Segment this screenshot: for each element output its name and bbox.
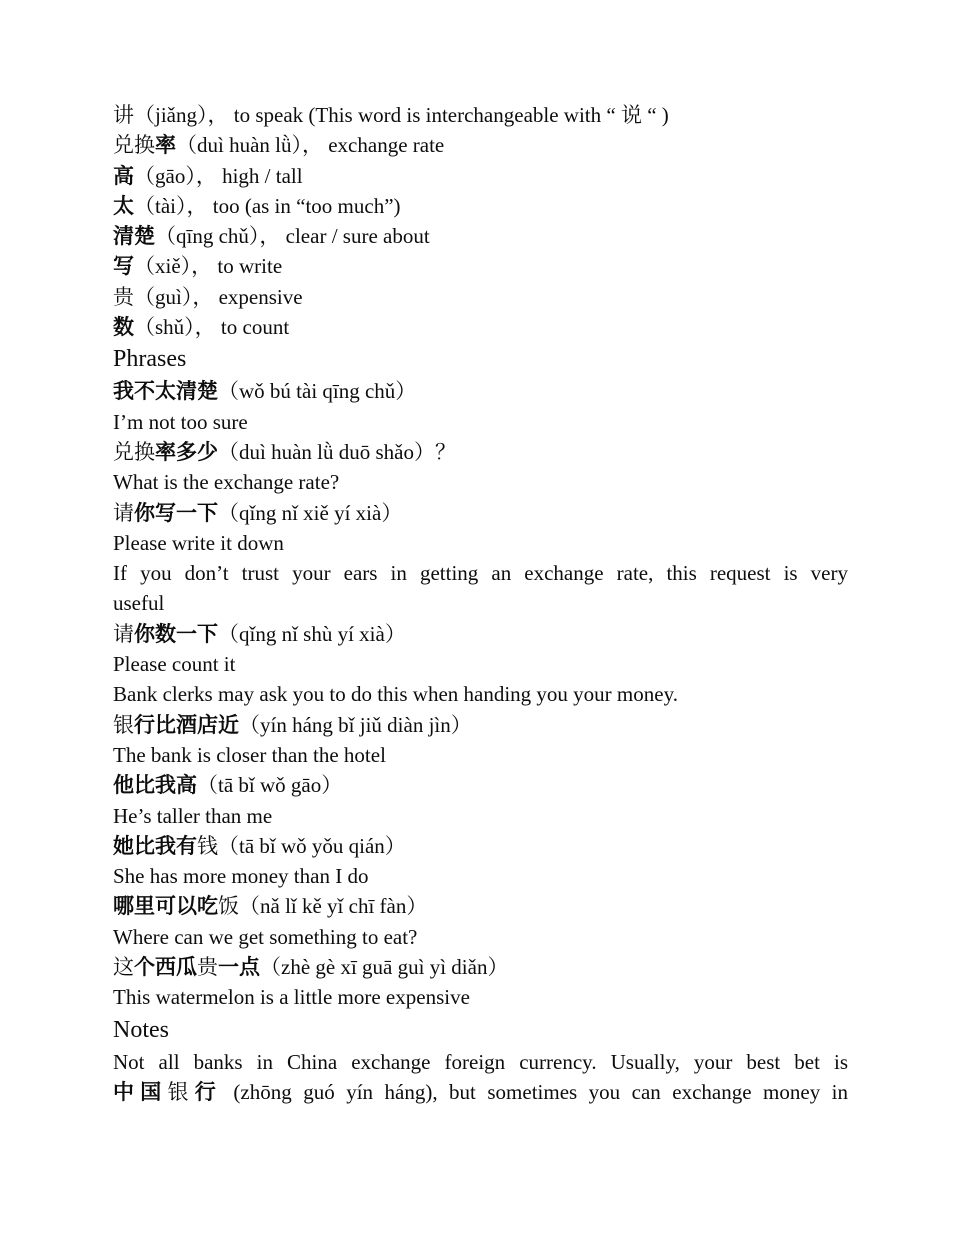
text-line (113, 376, 848, 406)
text-line (113, 221, 848, 251)
chinese-text: 行 (194, 1079, 222, 1104)
section-heading (113, 1013, 848, 1047)
chinese-text: 贵 (113, 284, 134, 309)
text-line (113, 922, 848, 952)
latin-text: （xiě）， to write (134, 254, 283, 279)
chinese-text: 兑换 (113, 439, 155, 464)
text-line (113, 130, 848, 160)
chinese-text: 银 (167, 1079, 195, 1104)
latin-text: （qǐng nǐ shù yí xià） (218, 621, 406, 646)
chinese-text: 数 (113, 315, 134, 340)
text-line (113, 282, 848, 312)
text-line (113, 528, 848, 558)
latin-text: Please write it down (113, 530, 284, 555)
chinese-text: 她比我有 (113, 833, 197, 858)
latin-text: （wǒ bú tài qīng chǔ） (218, 379, 417, 404)
text-line (113, 861, 848, 891)
chinese-text: 贵 (197, 955, 218, 980)
latin-text: （yín háng bǐ jiǔ diàn jìn） (239, 712, 472, 737)
chinese-text: 这 (113, 955, 134, 980)
text-line (113, 1077, 848, 1107)
text-line (113, 740, 848, 770)
text-line (113, 831, 848, 861)
latin-text: What is the exchange rate? (113, 470, 340, 495)
latin-text: He’s taller than me (113, 803, 273, 828)
chinese-text: 请 (113, 621, 134, 646)
chinese-text: 他比我高 (113, 773, 197, 798)
text-line (113, 312, 848, 342)
latin-text: （zhè gè xī guā guì yì diǎn） (260, 955, 509, 980)
chinese-text: 中国 (113, 1079, 168, 1104)
text-line (113, 710, 848, 740)
latin-text: （qǐng nǐ xiě yí xià） (218, 500, 403, 525)
chinese-text: 请 (113, 500, 134, 525)
section-heading (113, 342, 848, 376)
chinese-text: 哪里可以吃 (113, 894, 218, 919)
text-line (113, 437, 848, 467)
text-line (113, 679, 848, 709)
chinese-text: 说 (620, 103, 642, 127)
latin-text: “ ) (641, 103, 669, 127)
chinese-text: 清楚 (113, 224, 155, 249)
latin-text: Notes (113, 1016, 169, 1043)
text-line (113, 801, 848, 831)
latin-text: （tā bǐ wǒ yǒu qián） (218, 833, 406, 858)
chinese-text: 你数一下 (134, 621, 218, 646)
chinese-text: 个西瓜 (134, 955, 197, 980)
latin-text: （guì）， expensive (134, 284, 303, 309)
chinese-text: 一点 (218, 955, 260, 980)
chinese-text: 率多少 (155, 439, 218, 464)
latin-text: （duì huàn lǜ duō shǎo）？ (218, 439, 456, 464)
latin-text: Please count it (113, 652, 236, 677)
latin-text: （tā bǐ wǒ gāo） (197, 773, 343, 798)
text-line (113, 498, 848, 528)
text-line (113, 100, 848, 130)
text-line (113, 649, 848, 679)
latin-text: （shǔ）， to count (134, 315, 290, 340)
latin-text: （jiǎng）， to speak (This word is interchangeable with “ (134, 103, 621, 127)
text-line (113, 982, 848, 1012)
latin-text: The bank is closer than the hotel (113, 742, 386, 767)
latin-text: Where can we get something to eat? (113, 924, 418, 949)
text-line (113, 1047, 848, 1077)
chinese-text: 饭 (218, 894, 239, 919)
latin-text: （gāo）， high / tall (134, 163, 303, 188)
chinese-text: 太 (113, 193, 134, 218)
latin-text: (zhōng guó yín háng), but sometimes you can exchange money in (221, 1079, 849, 1104)
latin-text: Phrases (113, 346, 187, 373)
text-line (113, 191, 848, 221)
text-line (113, 588, 848, 618)
latin-text: useful (113, 591, 165, 616)
latin-text: （qīng chǔ）， clear / sure about (155, 224, 430, 249)
latin-text: If you don’t trust your ears in getting an exchange rate, this request is very (113, 561, 848, 586)
latin-text: This watermelon is a little more expensive (113, 985, 470, 1010)
chinese-text: 银 (113, 712, 134, 737)
latin-text: Not all banks in China exchange foreign currency. Usually, your best bet is (113, 1049, 848, 1074)
text-line (113, 952, 848, 982)
latin-text: （tài）， too (as in “too much”) (134, 193, 401, 218)
chinese-text: 行比酒店近 (134, 712, 239, 737)
chinese-text: 讲 (113, 103, 134, 127)
latin-text: Bank clerks may ask you to do this when handing you your money. (113, 682, 678, 707)
chinese-text: 写 (113, 254, 134, 279)
latin-text: （duì huàn lǜ）， exchange rate (176, 133, 445, 158)
text-line (113, 467, 848, 497)
chinese-text: 我不太清楚 (113, 379, 218, 404)
chinese-text: 兑换 (113, 133, 155, 158)
text-line (113, 558, 848, 588)
chinese-text: 率 (155, 133, 176, 158)
latin-text: She has more money than I do (113, 864, 369, 889)
chinese-text: 钱 (197, 833, 218, 858)
chinese-text: 你写一下 (134, 500, 218, 525)
text-line (113, 407, 848, 437)
document-content (113, 100, 848, 1107)
text-line (113, 891, 848, 921)
latin-text: I’m not too sure (113, 409, 248, 434)
text-line (113, 770, 848, 800)
chinese-text: 高 (113, 163, 134, 188)
text-line (113, 619, 848, 649)
latin-text: （nǎ lǐ kě yǐ chī fàn） (239, 894, 428, 919)
text-line (113, 161, 848, 191)
text-line (113, 251, 848, 281)
